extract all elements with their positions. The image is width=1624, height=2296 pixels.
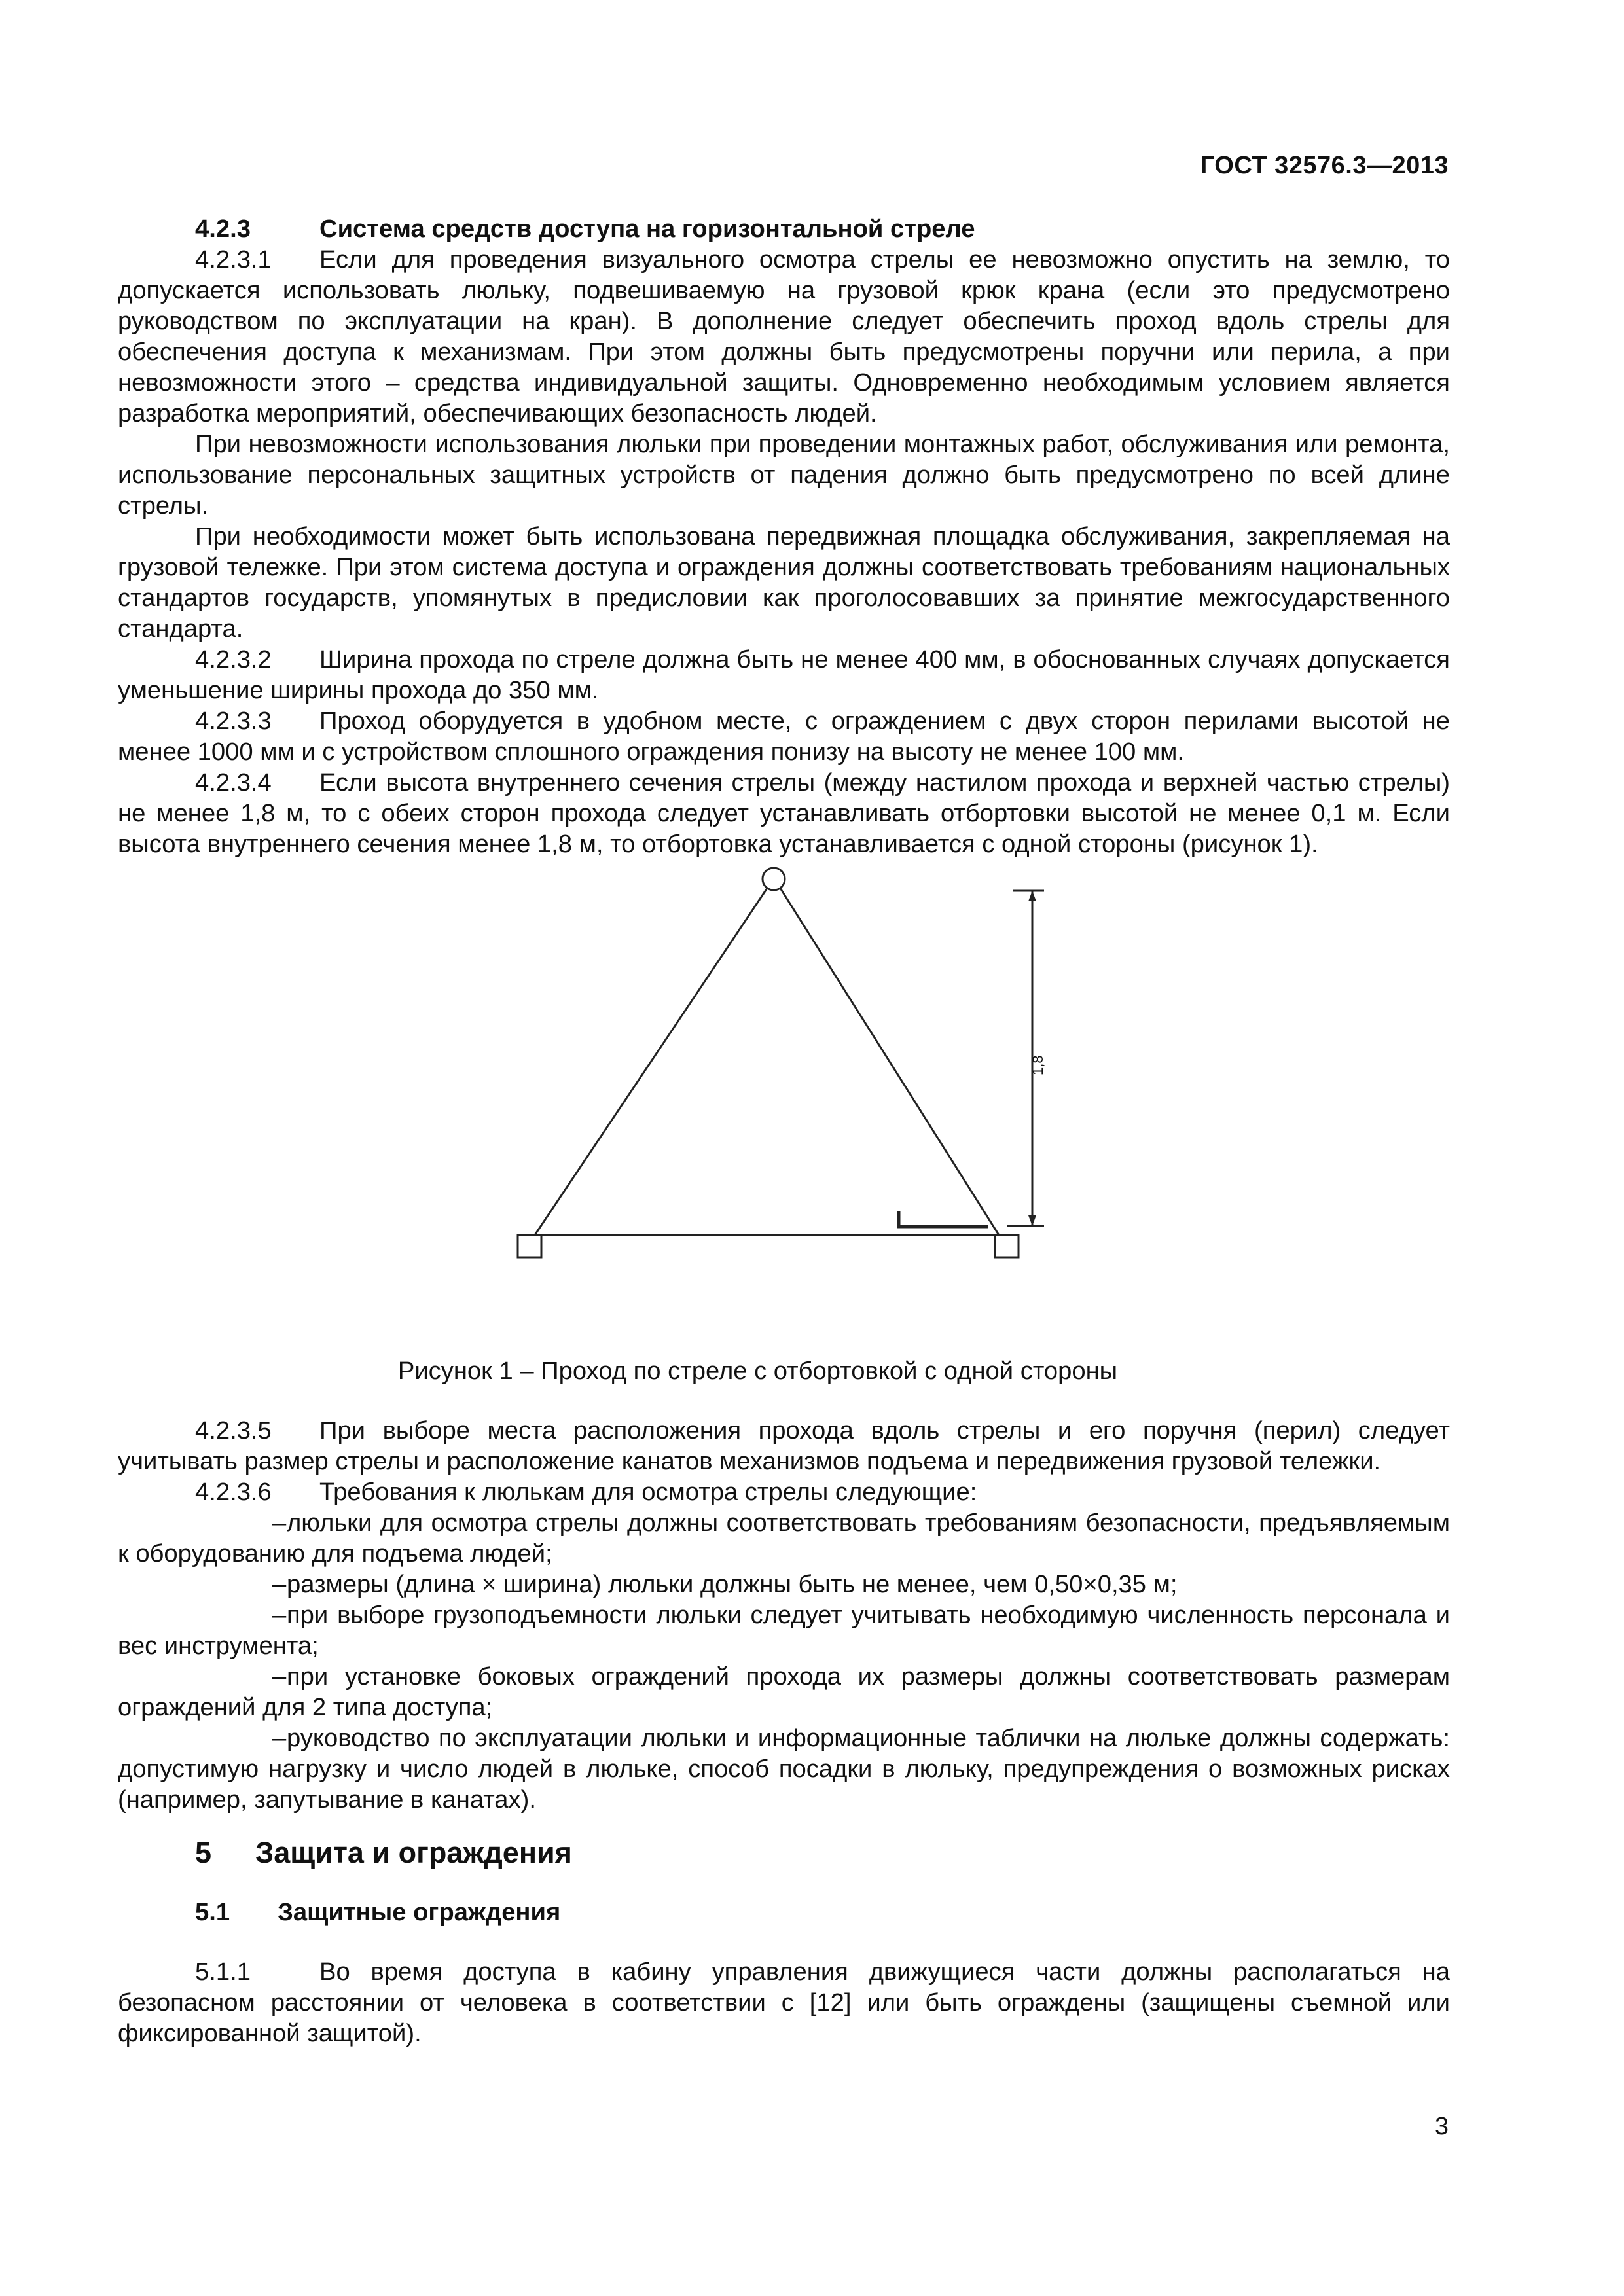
section-title: Защита и ограждения [255, 1836, 572, 1869]
clause-number: 4.2.3.3 [195, 707, 272, 735]
list-item [118, 1569, 1450, 1600]
paragraph-4-2-3-5 [118, 1415, 1450, 1477]
list-item-text: люльки для осмотра стрелы должны соответствовать требованиям безопасности, предъявляемым к оборудованию для подъема людей; [118, 1509, 1450, 1568]
list-item [118, 1600, 1450, 1661]
figure-1 [118, 859, 1450, 1344]
paragraph-text: Во время доступа в кабину управления движущиеся части должны располагаться на безопасном расстоянии от человека в соответствии с [12] или быть ограждены (защищены съемной или фиксированной защитой). [118, 1958, 1450, 2047]
list-item [118, 1661, 1450, 1723]
list-dash: – [272, 1509, 287, 1537]
paragraph-text: Если высота внутреннего сечения стрелы (между настилом прохода и верхней частью стрелы) не менее 1,8 м, то с обеих сторон прохода следует устанавливать отбортовки высотой не менее 0,1 м. Если высота внутреннего сечения менее 1,8 м, то отбортовка устанавливается с одной стороны (рисунок 1). [118, 768, 1450, 858]
right-diagonal-line [780, 888, 999, 1235]
section-heading-5 [118, 1837, 1450, 1868]
list-dash: – [272, 1724, 287, 1752]
clause-number: 4.2.3.4 [195, 768, 272, 797]
dimension-arrow-top [1028, 891, 1036, 901]
right-bottom-chord [995, 1235, 1019, 1257]
paragraph-4-2-3-1 [118, 244, 1450, 429]
paragraph-text: Если для проведения визуального осмотра стрелы ее невозможно опустить на землю, то допускается использовать люльку, подвешиваемую на грузовой крюк крана (если это предусмотрено руководством по эксплуатации на кран). В дополнение следует обеспечить проход вдоль стрелы для обеспечения доступа к механизмам. При этом должны быть предусмотрены поручни или перила, а при невозможности этого – средства индивидуальной защиты. Одновременно необходимым условием является разработка мероприятий, обеспечивающих безопасность людей. [118, 245, 1450, 427]
standard-designation: ГОСТ 32576.3—2013 [1200, 152, 1449, 179]
paragraph-4-2-3-6 [118, 1477, 1450, 1507]
list-item-text: руководство по эксплуатации люльки и информационные таблички на люльке должны содержать: допустимую нагрузку и число людей в люльке, способ посадки в люльку, предупреждения о возможных рисках (например, запутывание в канатах). [118, 1724, 1450, 1814]
list-dash: – [272, 1662, 287, 1691]
paragraph-text: Требования к люлькам для осмотра стрелы следующие: [319, 1478, 977, 1506]
clause-number: 4.2.3.6 [195, 1478, 272, 1506]
left-bottom-chord [518, 1235, 541, 1257]
clause-number: 4.2.3.2 [195, 645, 272, 673]
figure-caption: Рисунок 1 – Проход по стреле с отбортовкой с одной стороны [397, 1357, 1118, 1385]
page-content [118, 213, 1450, 2049]
boom-cross-section-diagram [118, 859, 1450, 1344]
list-item [118, 1507, 1450, 1569]
top-chord-circle [763, 868, 785, 890]
paragraph: При необходимости может быть использована передвижная площадка обслуживания, закрепляемая на грузовой тележке. При этом система доступа и ограждения должны соответствовать требованиям национальных стандартов государств, упомянутых в предисловии как проголосовавших за принятие межгосударственного стандарта. [118, 522, 1450, 643]
section-number: 4.2.3 [195, 215, 251, 243]
list-dash: – [272, 1570, 287, 1598]
page-number: 3 [1434, 2113, 1449, 2140]
paragraph-text: При выборе места расположения прохода вдоль стрелы и его поручня (перил) следует учитывать размер стрелы и расположение канатов механизмов подъема и передвижения грузовой тележки. [118, 1416, 1450, 1475]
list-dash: – [272, 1601, 287, 1629]
section-heading-5-1 [118, 1897, 1450, 1928]
paragraph: При невозможности использования люльки при проведении монтажных работ, обслуживания или ремонта, использование персональных защитных устройств от падения должно быть предусмотрено по всей длине стрелы. [118, 430, 1450, 520]
dimension-label: 1,8 [1030, 1055, 1046, 1075]
list-item-text: при выборе грузоподъемности люльки следует учитывать необходимую численность персонала и вес инструмента; [118, 1601, 1450, 1660]
paragraph-5-1-1 [118, 1956, 1450, 2049]
list-item [118, 1723, 1450, 1815]
section-title: Система средств доступа на горизонтальной стреле [319, 215, 975, 243]
section-number: 5.1 [195, 1898, 230, 1926]
paragraph-text: Ширина прохода по стреле должна быть не менее 400 мм, в обоснованных случаях допускается уменьшение ширины прохода до 350 мм. [118, 645, 1450, 704]
paragraph-4-2-3-2 [118, 644, 1450, 706]
clause-number: 4.2.3.1 [195, 245, 272, 274]
section-title: Защитные ограждения [278, 1898, 561, 1926]
toe-board [899, 1211, 988, 1227]
list-item-text: размеры (длина × ширина) люльки должны быть не менее, чем 0,50×0,35 м; [287, 1570, 1178, 1598]
clause-number: 5.1.1 [195, 1958, 251, 1986]
paragraph-text: Проход оборудуется в удобном месте, с ограждением с двух сторон перилами высотой не менее 1000 мм и с устройством сплошного ограждения понизу на высоту не менее 100 мм. [118, 707, 1450, 766]
clause-number: 4.2.3.5 [195, 1416, 272, 1444]
paragraph-4-2-3-3 [118, 706, 1450, 767]
section-heading-4-2-3 [118, 213, 1450, 244]
paragraph-4-2-3-4 [118, 767, 1450, 859]
list-item-text: при установке боковых ограждений прохода их размеры должны соответствовать размерам ограждений для 2 типа доступа; [118, 1662, 1450, 1721]
left-diagonal-line [535, 888, 767, 1235]
section-number: 5 [195, 1836, 212, 1869]
dimension-arrow-bottom [1028, 1215, 1036, 1226]
